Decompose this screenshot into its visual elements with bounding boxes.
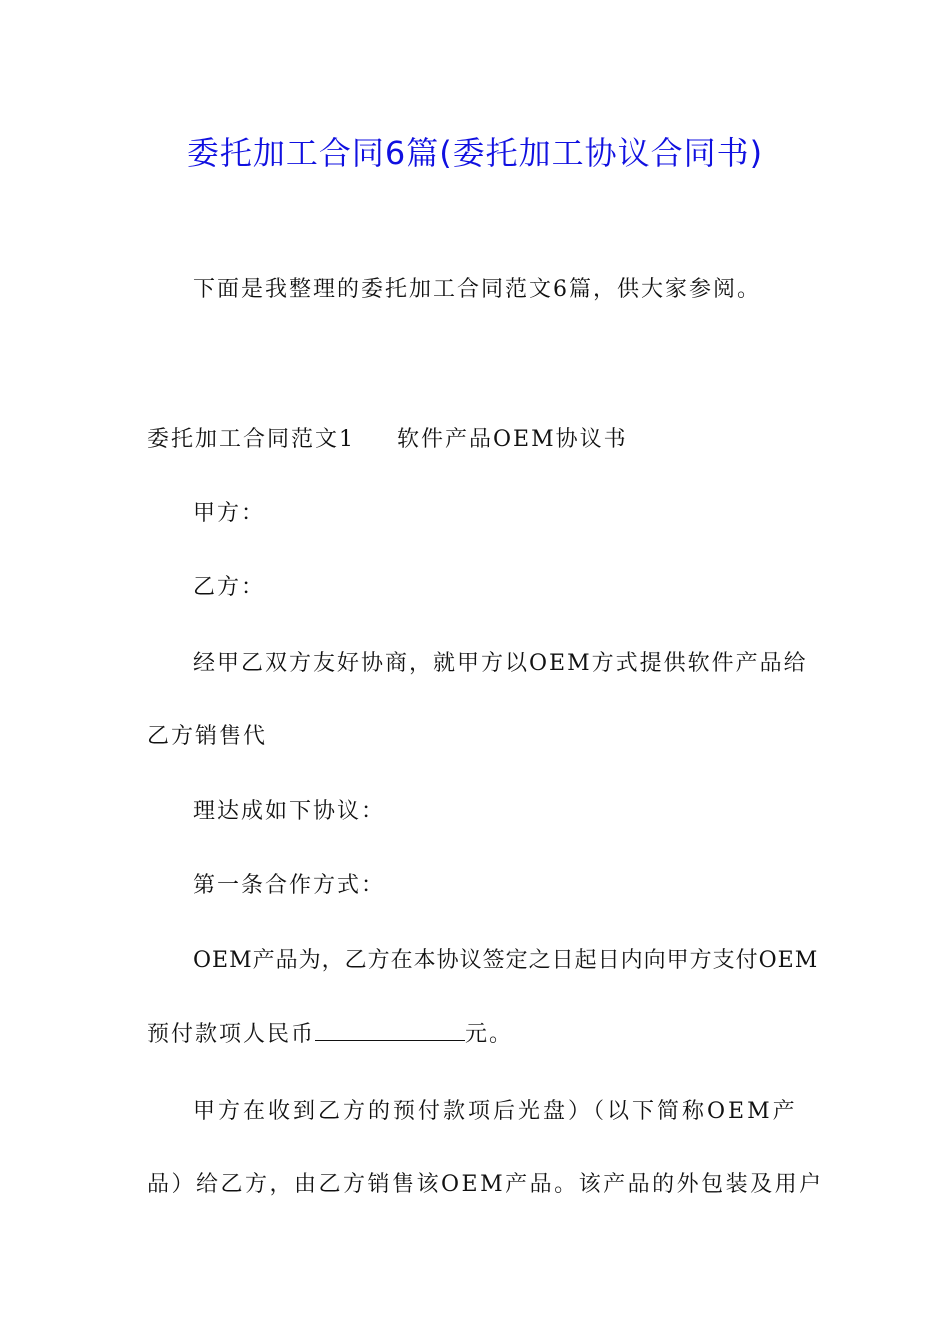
currency-unit: 元。 (465, 1022, 514, 1047)
paragraph-3-line-1: OEM产品为，乙方在本协议签定之日起日内向甲方支付OEM (193, 948, 819, 973)
paragraph-3-line-2 (147, 1017, 513, 1048)
section-heading (147, 422, 628, 453)
paragraph-2: 理达成如下协议： (193, 799, 386, 824)
party-a-label: 甲方： (193, 501, 266, 526)
section-title: 软件产品OEM协议书 (397, 427, 628, 452)
paragraph-4-line-2: 品）给乙方，由乙方销售该OEM产品。该产品的外包装及用户 (147, 1172, 824, 1197)
amount-blank-line (315, 1022, 465, 1041)
document-title: 委托加工合同6篇(委托加工协议合同书) (186, 134, 764, 172)
paragraph-4-line-1: 甲方在收到乙方的预付款项后光盘）（以下简称OEM产 (193, 1099, 798, 1124)
payment-text: 预付款项人民币 (147, 1022, 316, 1047)
paragraph-1-line-1: 经甲乙双方友好协商，就甲方以OEM方式提供软件产品给 (193, 651, 808, 676)
paragraph-1-line-2: 乙方销售代 (147, 724, 268, 749)
party-b-label: 乙方： (193, 575, 266, 600)
section-label: 委托加工合同范文1 (147, 427, 355, 452)
article-1-heading: 第一条合作方式： (193, 873, 386, 898)
intro-paragraph: 下面是我整理的委托加工合同范文6篇，供大家参阅。 (193, 277, 761, 302)
